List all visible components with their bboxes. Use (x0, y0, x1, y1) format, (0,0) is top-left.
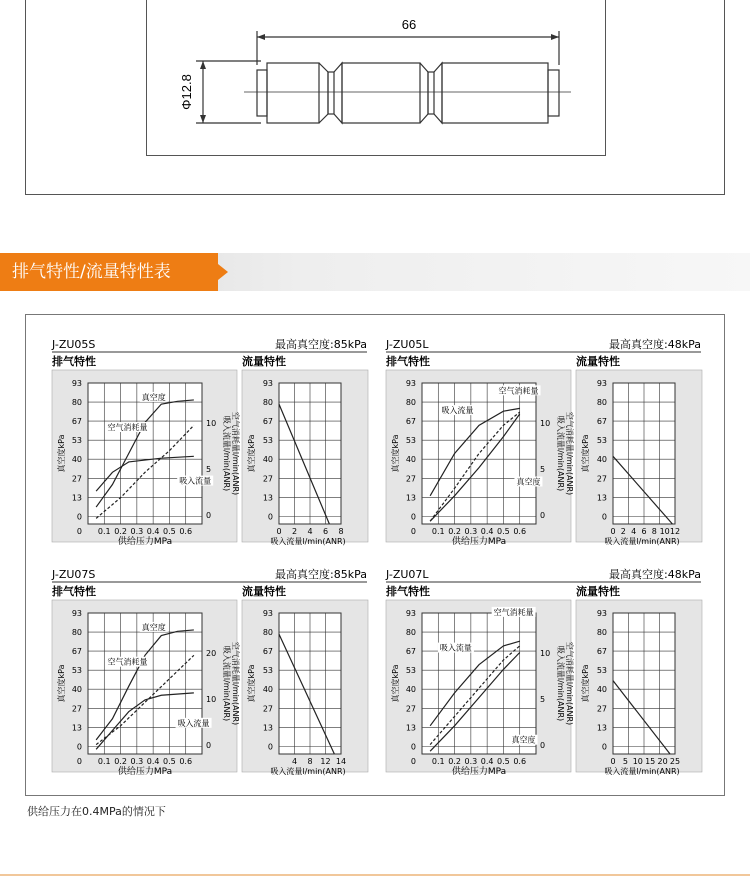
exhaust-series-label: 空气消耗量 (493, 607, 534, 617)
exhaust-y-tick: 67 (405, 647, 416, 657)
exhaust-title: 排气特性 (386, 355, 430, 368)
exhaust-x-tick: 0.2 (114, 527, 127, 536)
flow-y-tick: 53 (262, 436, 273, 446)
exhaust-right-label-2: 空气消耗量l/min(ANR) (565, 641, 574, 726)
exhaust-y-tick: 13 (405, 723, 416, 733)
exhaust-right-label-1: 吸入流量l/min(ANR) (556, 645, 565, 722)
exhaust-right-label-2: 空气消耗量l/min(ANR) (565, 411, 574, 496)
flow-x-tick: 5 (622, 757, 628, 766)
exhaust-x-tick: 0.2 (448, 757, 461, 766)
flow-y-tick: 93 (262, 609, 273, 618)
flow-y-tick: 67 (596, 647, 607, 657)
exhaust-series-label: 吸入流量 (439, 643, 472, 653)
bottom-rule (0, 874, 750, 876)
flow-x-tick: 0 (276, 527, 282, 536)
flow-y-tick: 80 (596, 398, 607, 408)
flow-x-tick: 20 (657, 757, 668, 766)
flow-y-tick: 13 (596, 723, 607, 733)
exhaust-right-tick: 0 (206, 741, 212, 750)
exhaust-plot-area (88, 383, 202, 524)
flow-y-tick: 53 (596, 666, 607, 676)
flow-y-tick: 27 (262, 704, 273, 714)
chart-block-1 (385, 337, 702, 547)
exhaust-right-tick: 10 (206, 695, 217, 704)
flow-y-tick: 93 (262, 379, 273, 388)
flow-y-tick: 40 (262, 455, 273, 465)
model-label: J-ZU05L (386, 338, 429, 351)
flow-x-tick: 4 (291, 757, 298, 766)
exhaust-y-tick: 40 (405, 685, 416, 695)
flow-y-tick: 13 (262, 723, 273, 733)
exhaust-y-tick: 27 (405, 474, 416, 484)
exhaust-x-tick: 0.6 (513, 757, 527, 766)
flow-x-label: 吸入流量l/min(ANR) (270, 537, 346, 546)
exhaust-series-label: 空气消耗量 (498, 386, 539, 396)
flow-y-tick: 0 (267, 742, 273, 752)
exhaust-x-tick: 0.2 (114, 757, 127, 766)
exhaust-right-tick: 0 (206, 511, 212, 520)
exhaust-x-label: 供给压力MPa (117, 537, 173, 547)
model-label: J-ZU07L (386, 568, 429, 581)
exhaust-x-tick: 0.3 (464, 757, 478, 766)
dimension-length-label: 66 (401, 17, 417, 32)
exhaust-y-tick: 40 (405, 455, 416, 465)
max-vacuum-label: 最高真空度:85kPa (275, 338, 367, 351)
flow-x-tick: 0 (610, 757, 616, 766)
flow-y-label: 真空度kPa (581, 434, 590, 473)
exhaust-x-tick: 0.1 (97, 757, 111, 766)
exhaust-y-tick: 13 (71, 493, 82, 503)
flow-y-label: 真空度kPa (247, 434, 256, 473)
exhaust-x-label: 供给压力MPa (451, 537, 507, 547)
exhaust-title: 排气特性 (386, 585, 430, 598)
exhaust-y-tick: 0 (410, 512, 416, 522)
flow-x-label: 吸入流量l/min(ANR) (604, 537, 680, 546)
exhaust-y-tick: 53 (71, 666, 82, 676)
flow-y-tick: 53 (262, 666, 273, 676)
exhaust-x-tick: 0.5 (163, 527, 176, 536)
exhaust-y-tick: 53 (405, 666, 416, 676)
flow-x-tick: 2 (620, 527, 626, 536)
exhaust-y-tick: 80 (405, 398, 416, 408)
flow-x-tick: 0 (610, 527, 616, 536)
exhaust-x-tick: 0.1 (431, 757, 445, 766)
flow-y-tick: 0 (601, 742, 607, 752)
exhaust-x-tick: 0.3 (130, 757, 144, 766)
exhaust-right-label-2: 空气消耗量l/min(ANR) (231, 641, 240, 726)
exhaust-y-tick: 93 (405, 379, 416, 388)
exhaust-right-label-1: 吸入流量l/min(ANR) (222, 415, 231, 492)
exhaust-x-zero: 0 (76, 527, 82, 536)
exhaust-y-tick: 80 (71, 628, 82, 638)
exhaust-y-label: 真空度kPa (391, 434, 400, 473)
section-title: 排气特性/流量特性表 (0, 253, 218, 291)
flow-y-tick: 40 (262, 685, 273, 695)
flow-x-tick: 10 (659, 527, 670, 536)
flow-x-tick: 14 (335, 757, 347, 766)
exhaust-y-tick: 93 (71, 379, 82, 388)
exhaust-y-tick: 27 (405, 704, 416, 714)
exhaust-series-label: 吸入流量 (441, 406, 474, 416)
exhaust-x-tick: 0.1 (97, 527, 111, 536)
exhaust-right-tick: 10 (540, 419, 551, 428)
characteristics-charts (26, 315, 724, 795)
flow-x-label: 吸入流量l/min(ANR) (270, 767, 346, 776)
flow-y-tick: 67 (262, 417, 273, 427)
exhaust-right-tick: 10 (206, 419, 217, 428)
flow-x-tick: 4 (631, 527, 637, 536)
flow-x-tick: 10 (632, 757, 643, 766)
exhaust-x-tick: 0.5 (497, 527, 510, 536)
exhaust-y-tick: 0 (76, 512, 82, 522)
exhaust-x-tick: 0.3 (464, 527, 478, 536)
exhaust-y-tick: 40 (71, 685, 82, 695)
exhaust-right-label-1: 吸入流量l/min(ANR) (222, 645, 231, 722)
flow-y-tick: 13 (596, 493, 607, 503)
flow-y-tick: 80 (262, 398, 273, 408)
exhaust-y-tick: 93 (71, 609, 82, 618)
exhaust-right-tick: 5 (206, 465, 212, 474)
exhaust-x-tick: 0.6 (179, 757, 193, 766)
flow-x-tick: 4 (307, 527, 313, 536)
flow-x-tick: 12 (320, 757, 331, 766)
max-vacuum-label: 最高真空度:48kPa (609, 338, 701, 351)
exhaust-y-tick: 0 (410, 742, 416, 752)
flow-x-tick: 6 (641, 527, 647, 536)
exhaust-y-tick: 67 (71, 417, 82, 427)
flow-title: 流量特性 (242, 355, 286, 368)
exhaust-y-tick: 93 (405, 609, 416, 618)
dimension-diameter-label: Φ12.8 (179, 74, 194, 110)
exhaust-right-label-2: 空气消耗量l/min(ANR) (231, 411, 240, 496)
exhaust-y-tick: 67 (71, 647, 82, 657)
exhaust-series-label: 空气消耗量 (107, 657, 148, 667)
flow-x-label: 吸入流量l/min(ANR) (604, 767, 680, 776)
exhaust-x-tick: 0.4 (146, 757, 160, 766)
flow-x-tick: 2 (291, 527, 298, 536)
flow-y-label: 真空度kPa (247, 664, 256, 703)
flow-y-label: 真空度kPa (581, 664, 590, 703)
characteristics-table (25, 314, 725, 796)
exhaust-y-tick: 27 (71, 704, 82, 714)
exhaust-x-label: 供给压力MPa (117, 767, 173, 777)
chart-block-2 (51, 567, 368, 777)
exhaust-x-tick: 0.6 (179, 527, 193, 536)
flow-y-tick: 67 (596, 417, 607, 427)
exhaust-series-label: 吸入流量 (179, 476, 212, 486)
exhaust-y-tick: 67 (405, 417, 416, 427)
flow-y-tick: 93 (596, 379, 607, 388)
flow-y-tick: 27 (596, 704, 607, 714)
flow-y-tick: 67 (262, 647, 273, 657)
exhaust-x-tick: 0.1 (431, 527, 445, 536)
section-banner (0, 253, 750, 291)
exhaust-series-label: 真空度 (141, 392, 166, 402)
exhaust-y-tick: 0 (76, 742, 82, 752)
exhaust-x-zero: 0 (76, 757, 82, 766)
exhaust-right-tick: 5 (540, 465, 546, 474)
exhaust-series-label: 真空度 (141, 622, 166, 632)
dimension-drawing (146, 0, 604, 157)
exhaust-title: 排气特性 (52, 585, 96, 598)
exhaust-series-label: 空气消耗量 (107, 423, 148, 432)
exhaust-right-tick: 10 (540, 649, 551, 658)
flow-y-tick: 13 (262, 493, 273, 503)
exhaust-x-tick: 0.3 (130, 527, 144, 536)
chart-block-0 (51, 337, 368, 547)
flow-y-tick: 40 (596, 685, 607, 695)
flow-y-tick: 27 (596, 474, 607, 484)
chart-block-3 (385, 567, 702, 777)
exhaust-series-label: 吸入流量 (177, 718, 210, 728)
flow-y-tick: 80 (596, 628, 607, 638)
flow-y-tick: 0 (601, 512, 607, 522)
flow-title: 流量特性 (242, 585, 286, 598)
flow-x-tick: 15 (645, 757, 656, 766)
model-label: J-ZU05S (52, 338, 96, 351)
exhaust-title: 排气特性 (52, 355, 96, 368)
exhaust-y-tick: 27 (71, 474, 82, 484)
exhaust-x-tick: 0.5 (497, 757, 510, 766)
exhaust-y-tick: 13 (405, 493, 416, 503)
exhaust-x-zero: 0 (410, 527, 416, 536)
exhaust-x-label: 供给压力MPa (451, 767, 507, 777)
exhaust-y-label: 真空度kPa (57, 434, 66, 473)
footnote: 供给压力在0.4MPa的情况下 (27, 805, 166, 818)
flow-y-tick: 40 (596, 455, 607, 465)
exhaust-x-tick: 0.4 (146, 527, 160, 536)
exhaust-x-tick: 0.6 (513, 527, 527, 536)
exhaust-y-tick: 53 (405, 436, 416, 446)
flow-title: 流量特性 (576, 585, 620, 598)
exhaust-y-label: 真空度kPa (391, 664, 400, 703)
flow-x-tick: 8 (651, 527, 657, 536)
exhaust-y-tick: 80 (71, 398, 82, 408)
exhaust-y-label: 真空度kPa (57, 664, 66, 703)
flow-y-tick: 93 (596, 609, 607, 618)
exhaust-y-tick: 40 (71, 455, 82, 465)
flow-x-tick: 25 (669, 757, 681, 766)
exhaust-y-tick: 53 (71, 436, 82, 446)
flow-title: 流量特性 (576, 355, 620, 368)
exhaust-right-tick: 0 (540, 741, 546, 750)
exhaust-right-tick: 20 (206, 649, 217, 658)
exhaust-y-tick: 80 (405, 628, 416, 638)
exhaust-x-tick: 0.4 (480, 757, 494, 766)
flow-x-tick: 6 (322, 527, 329, 536)
exhaust-right-label-1: 吸入流量l/min(ANR) (556, 415, 565, 492)
exhaust-x-zero: 0 (410, 757, 416, 766)
exhaust-plot-area (422, 613, 536, 754)
flow-x-tick: 12 (669, 527, 681, 536)
flow-y-tick: 0 (267, 512, 273, 522)
max-vacuum-label: 最高真空度:48kPa (609, 568, 701, 581)
exhaust-x-tick: 0.5 (163, 757, 176, 766)
exhaust-plot-area (88, 613, 202, 754)
exhaust-x-tick: 0.4 (480, 527, 494, 536)
exhaust-series-label: 真空度 (511, 735, 536, 745)
flow-x-tick: 8 (338, 527, 344, 536)
model-label: J-ZU07S (52, 568, 96, 581)
exhaust-x-tick: 0.2 (448, 527, 461, 536)
exhaust-plot-area (422, 383, 536, 524)
exhaust-series-label: 真空度 (516, 477, 541, 487)
flow-y-tick: 53 (596, 436, 607, 446)
flow-y-tick: 80 (262, 628, 273, 638)
banner-arrow-icon (218, 264, 228, 280)
flow-y-tick: 27 (262, 474, 273, 484)
max-vacuum-label: 最高真空度:85kPa (275, 568, 367, 581)
exhaust-right-tick: 5 (540, 695, 546, 704)
exhaust-y-tick: 13 (71, 723, 82, 733)
flow-x-tick: 8 (307, 757, 313, 766)
exhaust-right-tick: 0 (540, 511, 546, 520)
